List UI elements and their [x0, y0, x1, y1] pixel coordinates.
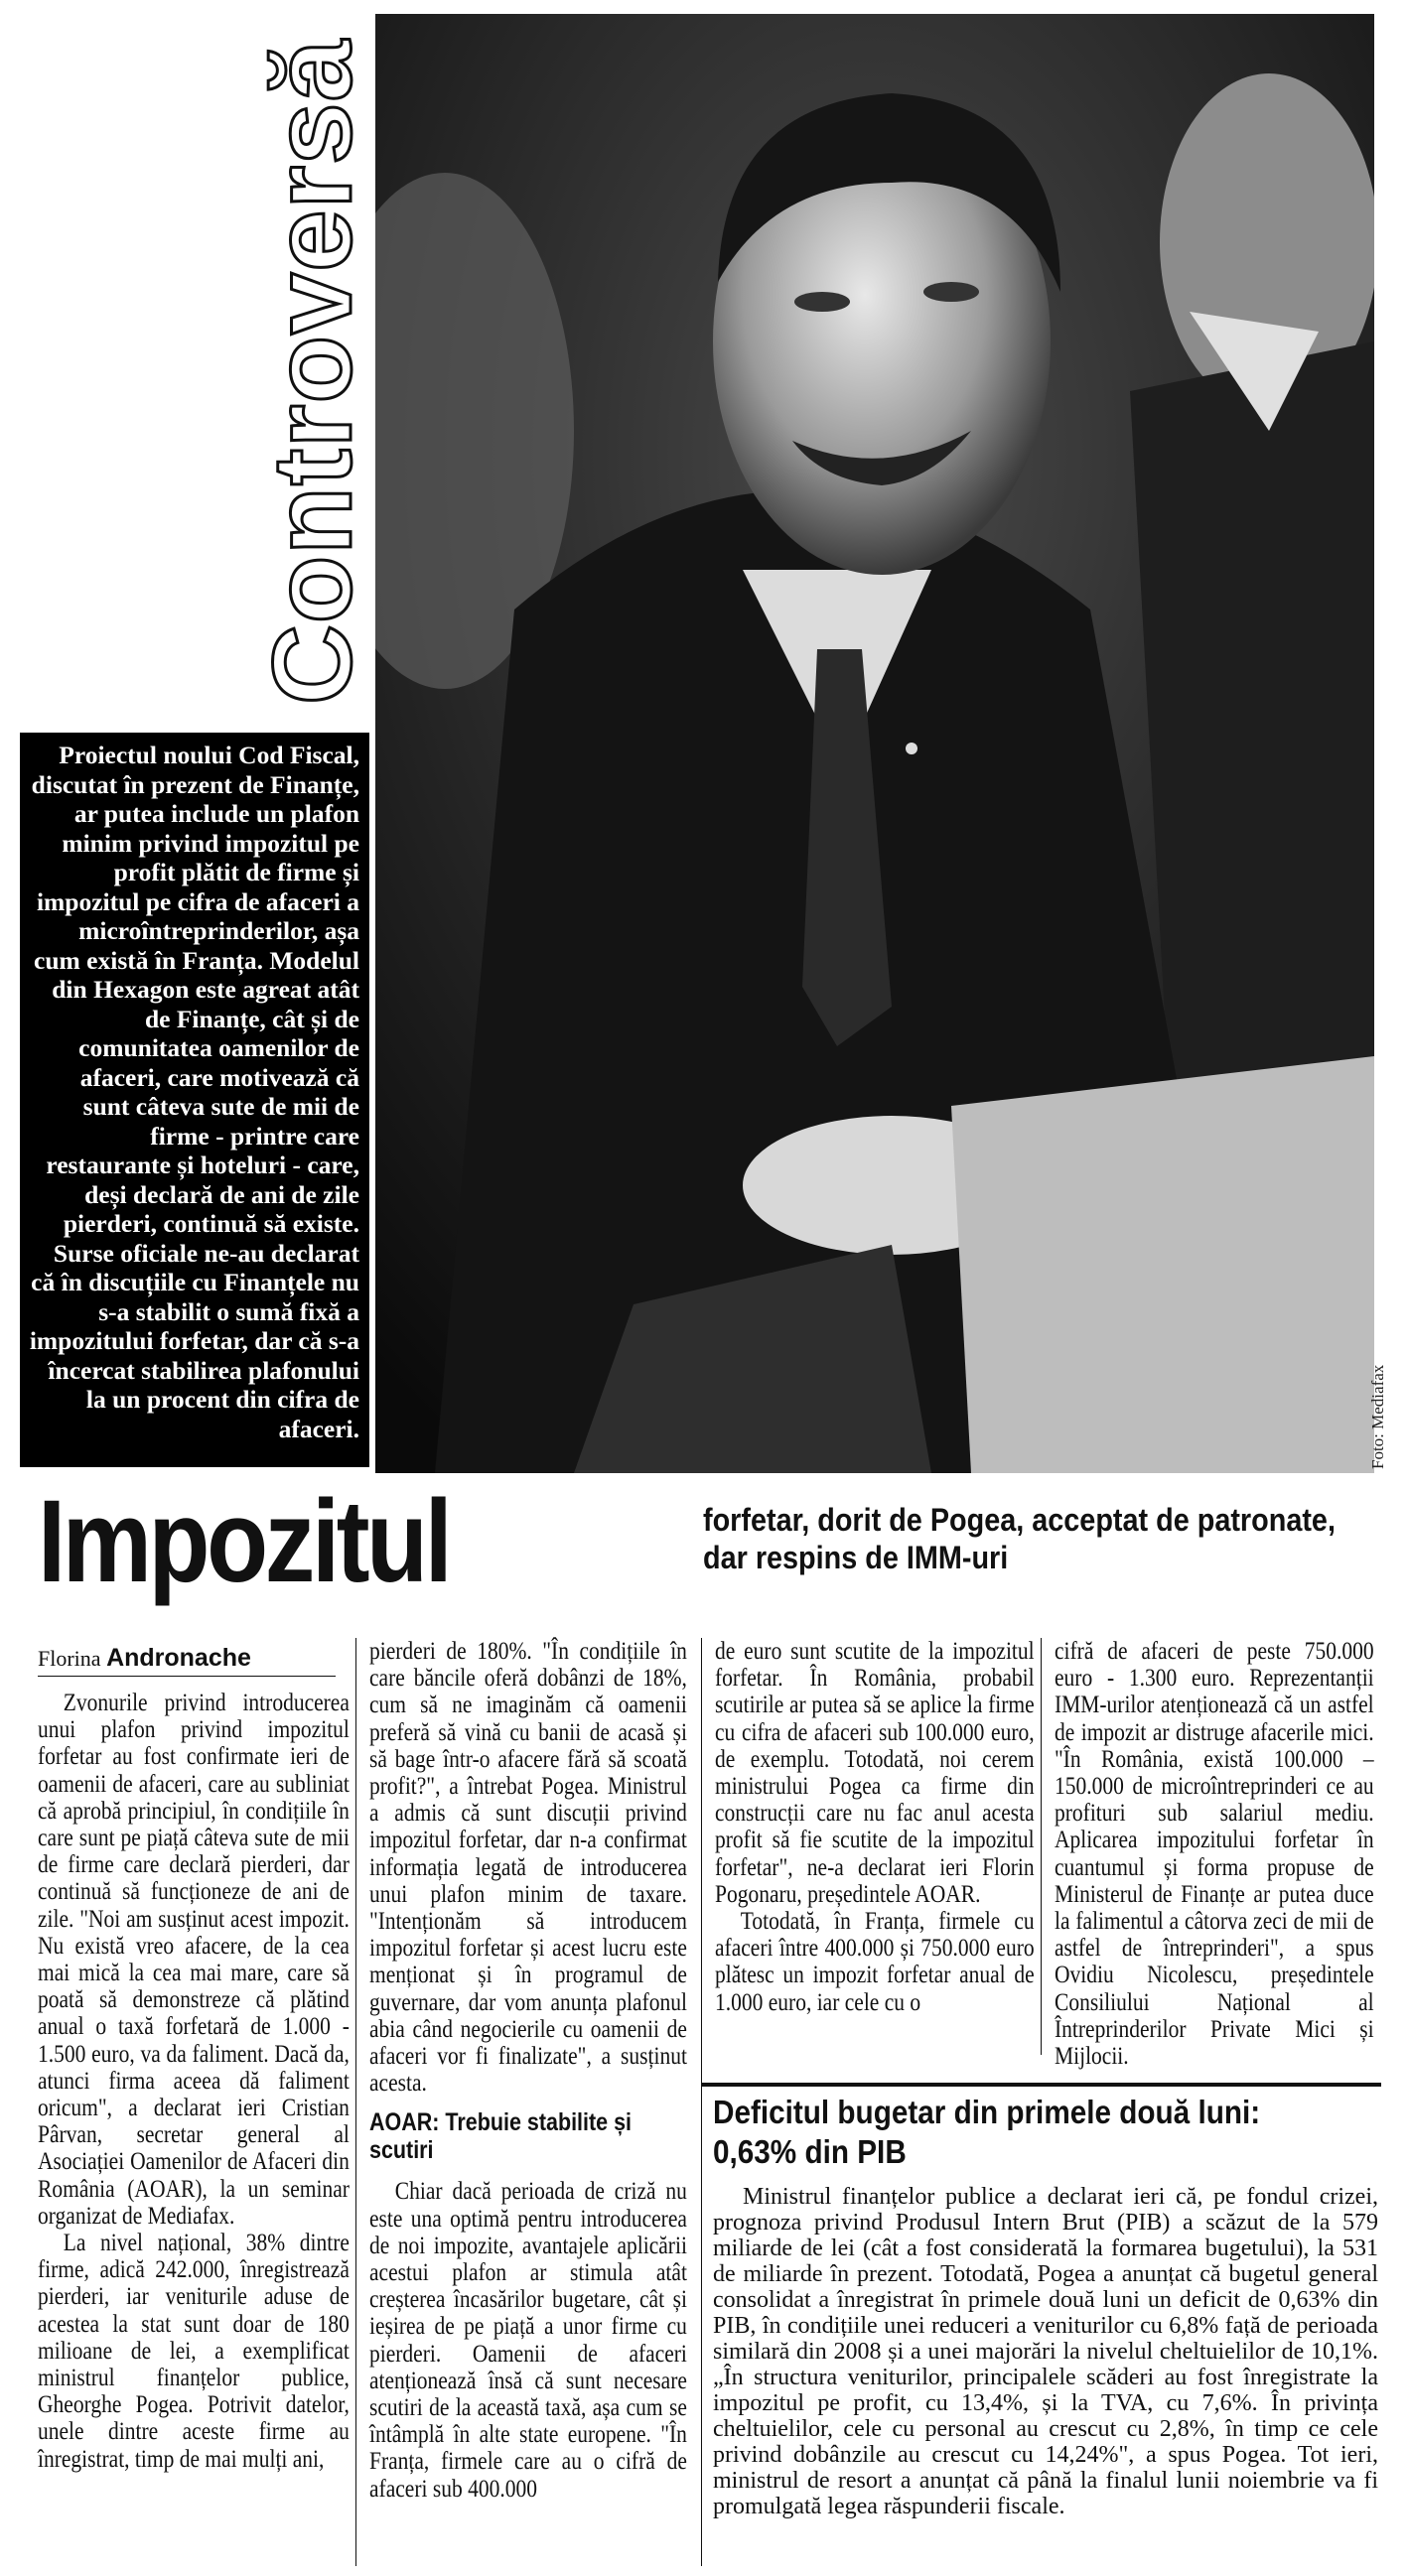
box-text [713, 2184, 1378, 2519]
subheadline-line-1: forfetar, dorit de Pogea, acceptat de patronate, [703, 1502, 1336, 1538]
author-first-name: Florina [38, 1646, 101, 1671]
article-column-1 [38, 1690, 350, 2473]
subheadline [703, 1501, 1336, 1576]
author-last-name: Andronache [106, 1644, 251, 1672]
byline-rule [38, 1676, 336, 1677]
box-top-rule [701, 2083, 1381, 2087]
article-column-4 [1055, 1638, 1374, 2070]
subheadline-line-2: dar respins de IMM-uri [703, 1540, 1009, 1575]
bleed-through-text [343, 1479, 1375, 1501]
section-label-text: Controversă [250, 39, 374, 705]
paragraph: de euro sunt scutite de la impozitul forfetar. În România, probabil scutirile ar putea să se aplice la firme cu cifra de afaceri sub 100.000 euro, de exemplu. Totodată, noi cerem ministrului Pogea ca firme din construcții care nu fac anul acesta profit să fie scutite de la impozitul forfetar", ne-a declarat ieri Florin Pogonaru, președintele AOAR. [715, 1638, 1035, 1908]
paragraph: La nivel național, 38% dintre firme, adică 242.000, înregistrează pierderi, iar veniturile aduse de acestea la stat sunt doar de 180 milioane de lei, a exemplificat ministrul finanțelor publice, Gheorghe Pogea. Potrivit datelor, unele dintre aceste firme au înregistrat, timp de mai mulți ani, [38, 2230, 350, 2473]
headline: Impozitul [38, 1476, 450, 1607]
lead-box: Proiectul noului Cod Fiscal, discutat în prezent de Finanțe, ar putea include un plafon minim privind impozitul pe profit plătit de firme și impozitul pe cifra de afaceri a microîntreprinderilor, așa cum există în Franța. Modelul din Hexagon este agreat atât de Finanțe, cât și de comunitatea oamenilor de afaceri, care motivează că sunt câteva sute de mii de firme - printre care restaurante și hoteluri - care, deși declară de ani de zile pierderi, continuă să existe. Surse oficiale ne-au declarat că în discuțiile cu Finanțele nu s-a stabilit o sumă fixă a impozitului forfetar, dar că s-a încercat stabilirea plafonului la un procent din cifra de afaceri. [20, 733, 369, 1467]
column-divider [1041, 1638, 1042, 2055]
paragraph: cifră de afaceri de peste 750.000 euro - 1.300 euro. Reprezentanții IMM-urilor atenționează că un astfel de impozit ar distruge afacerile mici. "În România, există 100.000 – 150.000 de microîntreprinderi ce au profituri sub salariul mediu. Aplicarea impozitului forfetar în cuantumul și forma propuse de Ministerul de Finanțe ar putea duce la falimentul a câtorva zeci de mii de astfel de întreprinderi", a spus Ovidiu Nicolescu, președintele Consiliului Național al Întreprinderilor Private Mici și Mijlocii. [1055, 1638, 1374, 2071]
box-title [713, 2093, 1312, 2172]
column-subtitle: AOAR: Trebuie stabilite și scutiri [369, 2108, 633, 2165]
article-photo [375, 14, 1374, 1473]
column-divider [701, 1638, 702, 2566]
paragraph: Zvonurile privind introducerea unui plafon privind impozitul forfetar au fost confirmate ieri de oamenii de afaceri, care au subliniat că aprobă principiul, în condițiile în care sunt pe piață câteva sute de mii de firme care declară pierderi, dar continuă să funcționeze de ani de zile. "Noi am susținut acest impozit. Nu există vreo afacere, de la cea mai mică la cea mai mare, care să poată să demonstreze că plătind anual o taxă forfetară de 1.000 - 1.500 euro, va da faliment. Dacă da, atunci firma aceea dă faliment oricum", a declarat ieri Cristian Pârvan, secretar general al Asociației Oamenilor de Afaceri din România (AOAR), la un seminar organizat de Mediafax. [38, 1690, 350, 2230]
paragraph: Ministrul finanțelor publice a declarat ieri că, pe fondul crizei, prognoza privind Produsul Intern Brut (PIB) a scăzut de la 579 miliarde de lei (cât a fost considerată la formarea bugetului), la 531 de miliarde în prezent. Totodată, Pogea a anunțat că bugetul general consolidat a înregistrat în primele două luni un deficit de 0,63% din PIB, în condițiile unei reduceri a veniturilor cu 6,8% față de perioada similară din 2008 și a unei majorări la nivelul cheltuielilor de 10,1%. „În structura veniturilor, principalele scăderi au fost înregistrate la impozitul pe profit, cu 13,4%, și la TVA, cu 7,6%. În privința cheltuielilor, cele cu personal au crescut cu 2,8%, în timp ce cele privind dobânzile au crescut cu 14,24%", a spus Pogea. Tot ieri, ministrul de resort a anunțat că până la finalul lunii noiembrie va fi promulgată legea răspunderii fiscale. [713, 2184, 1378, 2519]
article-column-3 [715, 1638, 1035, 2016]
paragraph: pierderi de 180%. "În condițiile în care băncile oferă dobânzi de 18%, cum să ne imaginăm că oamenii preferă să vină cu banii de acasă și să bage într-o afacere fără să scoată profit?", a întrebat Pogea. Ministrul a admis că sunt discuții privind impozitul forfetar, dar n-a confirmat informația legată de introducerea unui plafon minim de taxare. "Intenționăm să introducem impozitul forfetar și acest lucru este menționat și în programul de guvernare, dar vom anunța plafonul abia când negocierile cu oamenii de afaceri vor fi finalizate", a susținut acesta. [369, 1638, 687, 2098]
byline [38, 1644, 251, 1673]
paragraph: Chiar dacă perioada de criză nu este una optimă pentru introducerea de noi impozite, avantajele aplicării acestui plafon ar stimula atât creșterea încasărilor bugetare, cât și ieșirea de pe piață a unor firme cu pierderi. Oamenii de afaceri atenționează însă că sunt necesare scutiri de la această taxă, așa cum se întâmplă în alte state europene. "În Franța, firmele care au o cifră de afaceri sub 400.000 [369, 2178, 687, 2503]
box-title-line-2: 0,63% din PIB [713, 2133, 907, 2170]
paragraph: Totodată, în Franța, firmele cu afaceri între 400.000 și 750.000 euro plătesc un impozit forfetar anual de 1.000 euro, iar cele cu o [715, 1908, 1035, 2016]
photo-illustration [375, 14, 1374, 1473]
article-column-2 [369, 1638, 687, 2503]
photo-credit-text: Foto: Mediafax [1368, 1364, 1387, 1469]
column-divider [355, 1638, 356, 2566]
photo-credit [1370, 1191, 1390, 1469]
box-title-line-1: Deficitul bugetar din primele două luni: [713, 2094, 1261, 2130]
section-label [20, 20, 374, 715]
